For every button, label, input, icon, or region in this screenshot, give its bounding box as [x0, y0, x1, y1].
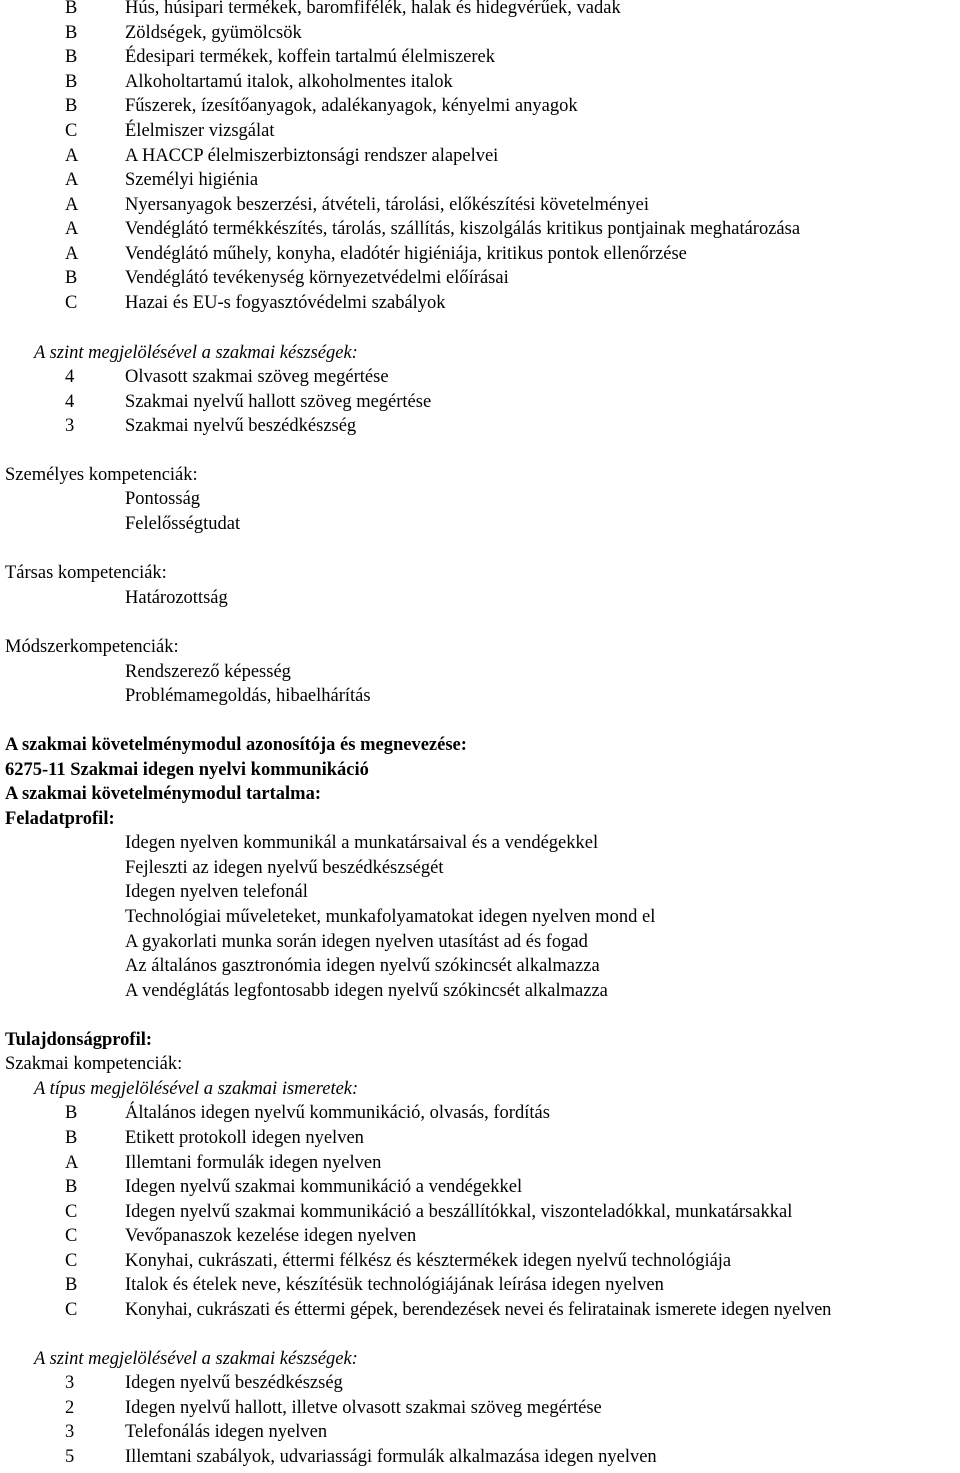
profile-heading: Tulajdonságprofil:: [5, 1030, 153, 1050]
module-title: 6275-11 Szakmai idegen nyelvi kommunikáció: [5, 760, 369, 780]
level-code: C: [65, 121, 78, 141]
item-text: Idegen nyelvű szakmai kommunikáció a beszállítókkal, viszonteladókkal, munkatársakkal: [125, 1202, 793, 1222]
level-code: A: [65, 146, 79, 166]
item-text: Általános idegen nyelvű kommunikáció, olvasás, fordítás: [125, 1103, 550, 1123]
level-code: 4: [65, 392, 75, 412]
item-text: Vevőpanaszok kezelése idegen nyelven: [125, 1226, 417, 1246]
level-code: C: [65, 1251, 78, 1271]
item-text: Telefonálás idegen nyelven: [125, 1422, 328, 1442]
item-text: Alkoholtartamú italok, alkoholmentes italok: [125, 72, 453, 92]
item-text: Személyi higiénia: [125, 170, 259, 190]
item-text: A HACCP élelmiszerbiztonsági rendszer alapelvei: [125, 146, 499, 166]
item-text: Idegen nyelvű hallott, illetve olvasott szakmai szöveg megértése: [125, 1398, 602, 1418]
item-text: Idegen nyelven kommunikál a munkatársaival és a vendégekkel: [125, 833, 599, 853]
level-code: A: [65, 195, 79, 215]
item-text: Konyhai, cukrászati és éttermi gépek, berendezések nevei és feliratainak ismerete idegen nyelven: [125, 1300, 832, 1320]
level-code: A: [65, 1153, 79, 1173]
level-code: 3: [65, 1373, 75, 1393]
item-text: Technológiai műveleteket, munkafolyamatokat idegen nyelven mond el: [125, 907, 656, 927]
social-heading: Társas kompetenciák:: [5, 563, 167, 583]
level-code: A: [65, 219, 79, 239]
level-code: C: [65, 1202, 78, 1222]
item-text: Illemtani szabályok, udvariassági formulák alkalmazása idegen nyelven: [125, 1447, 657, 1467]
item-text: Illemtani formulák idegen nyelven: [125, 1153, 382, 1173]
skills-heading: A szint megjelölésével a szakmai készségek:: [34, 343, 358, 363]
prof-comp-heading: Szakmai kompetenciák:: [5, 1054, 183, 1074]
level-code: C: [65, 1226, 78, 1246]
method-heading: Módszerkompetenciák:: [5, 637, 179, 657]
level-code: B: [65, 72, 78, 92]
task-heading: Feladatprofil:: [5, 809, 115, 829]
personal-heading: Személyes kompetenciák:: [5, 465, 198, 485]
level-code: B: [65, 23, 78, 43]
item-text: Olvasott szakmai szöveg megértése: [125, 367, 389, 387]
level-code: C: [65, 1300, 78, 1320]
item-text: Édesipari termékek, koffein tartalmú élelmiszerek: [125, 47, 496, 67]
item-text: Felelősségtudat: [125, 514, 241, 534]
level-code: B: [65, 96, 78, 116]
item-text: Hús, húsipari termékek, baromfifélék, halak és hidegvérűek, vadak: [125, 0, 621, 18]
item-text: Szakmai nyelvű beszédkészség: [125, 416, 357, 436]
item-text: Élelmiszer vizsgálat: [125, 121, 275, 141]
item-text: Vendéglátó műhely, konyha, eladótér higiéniája, kritikus pontok ellenőrzése: [125, 244, 687, 264]
item-text: Etikett protokoll idegen nyelven: [125, 1128, 364, 1148]
item-text: Vendéglátó tevékenység környezetvédelmi előírásai: [125, 268, 509, 288]
item-text: Vendéglátó termékkészítés, tárolás, szállítás, kiszolgálás kritikus pontjainak meghatározása: [125, 219, 801, 239]
level-code: 5: [65, 1447, 75, 1467]
module-content-heading: A szakmai követelménymodul tartalma:: [5, 784, 322, 804]
level-code: B: [65, 1177, 78, 1197]
item-text: Nyersanyagok beszerzési, átvételi, tárolási, előkészítési követelményei: [125, 195, 649, 215]
item-text: Problémamegoldás, hibaelhárítás: [125, 686, 371, 706]
item-text: Fűszerek, ízesítőanyagok, adalékanyagok, kényelmi anyagok: [125, 96, 578, 116]
item-text: Idegen nyelven telefonál: [125, 882, 308, 902]
item-text: Szakmai nyelvű hallott szöveg megértése: [125, 392, 432, 412]
level-code: A: [65, 244, 79, 264]
item-text: Zöldségek, gyümölcsök: [125, 23, 302, 43]
module-id-heading: A szakmai követelménymodul azonosítója és megnevezése:: [5, 735, 467, 755]
level-code: B: [65, 1103, 78, 1123]
item-text: Fejleszti az idegen nyelvű beszédkészségét: [125, 858, 444, 878]
level-code: B: [65, 0, 78, 18]
item-text: A vendéglátás legfontosabb idegen nyelvű szókincsét alkalmazza: [125, 981, 608, 1001]
item-text: Idegen nyelvű szakmai kommunikáció a vendégekkel: [125, 1177, 523, 1197]
level-code: B: [65, 1128, 78, 1148]
level-code: B: [65, 47, 78, 67]
level-code: 3: [65, 416, 75, 436]
skills-heading: A szint megjelölésével a szakmai készségek:: [34, 1349, 358, 1369]
item-text: Italok és ételek neve, készítésük technológiájának leírása idegen nyelven: [125, 1275, 664, 1295]
level-code: 4: [65, 367, 75, 387]
level-code: 2: [65, 1398, 75, 1418]
level-code: B: [65, 268, 78, 288]
knowledge-heading: A típus megjelölésével a szakmai ismeretek:: [34, 1079, 359, 1099]
level-code: C: [65, 293, 78, 313]
item-text: Hazai és EU-s fogyasztóvédelmi szabályok: [125, 293, 446, 313]
item-text: Konyhai, cukrászati, éttermi félkész és késztermékek idegen nyelvű technológiája: [125, 1251, 732, 1271]
item-text: Az általános gasztronómia idegen nyelvű szókincsét alkalmazza: [125, 956, 600, 976]
item-text: Pontosság: [125, 489, 201, 509]
item-text: Rendszerező képesség: [125, 662, 291, 682]
item-text: Idegen nyelvű beszédkészség: [125, 1373, 343, 1393]
item-text: Határozottság: [125, 588, 228, 608]
level-code: B: [65, 1275, 78, 1295]
level-code: 3: [65, 1422, 75, 1442]
item-text: A gyakorlati munka során idegen nyelven utasítást ad és fogad: [125, 932, 588, 952]
level-code: A: [65, 170, 79, 190]
